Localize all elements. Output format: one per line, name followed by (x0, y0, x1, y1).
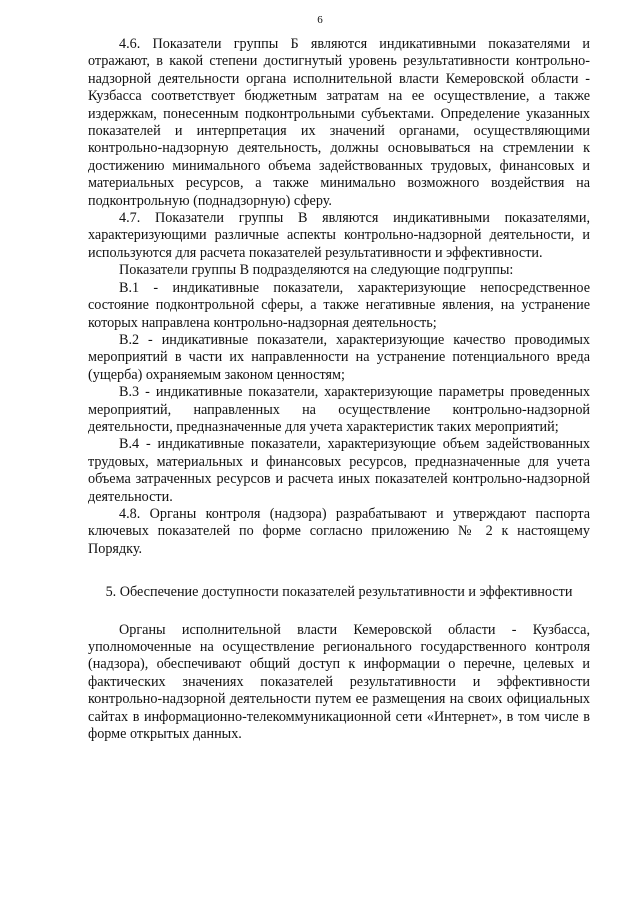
document-body (88, 36, 590, 743)
paragraph-v3: В.3 - индикативные показатели, характеризующие параметры проведенных мероприятий, направленных на осуществление контрольно-надзорной деятельности, предназначенные для учета характеристик таких мероприятий; (88, 384, 590, 435)
section-5-paragraph: Органы исполнительной власти Кемеровской области - Кузбасса, уполномоченные на осуществление регионального государственного контроля (надзора), обеспечивают общий доступ к информации о перечне, целевых и фактических значениях показателей результативности и эффективности контрольно-надзорной деятельности путем ее размещения на своих официальных сайтах в информационно-телекоммуникационной сети «Интернет», в том числе в форме открытых данных. (88, 621, 590, 743)
paragraph-4-7: 4.7. Показатели группы В являются индикативными показателями, характеризующими различные аспекты контрольно-надзорной деятельности, и используются для расчета показателей результативности и эффективности. (88, 210, 590, 261)
section-heading: 5. Обеспечение доступности показателей результативности и эффективности (105, 584, 573, 601)
page-number: 6 (317, 14, 323, 26)
paragraph-subgroups-intro: Показатели группы В подразделяются на следующие подгруппы: (119, 262, 514, 279)
paragraph-4-6: 4.6. Показатели группы Б являются индикативными показателями и отражают, в какой степени достигнутый уровень результативности контрольно-надзорной деятельности органа исполнительной власти Кемеровской области - Кузбасса соответствует бюджетным затратам на ее осуществление, а также издержкам, понесенным подконтрольными субъектами. Определение указанных показателей и интерпретация их значений органами, осуществляющими контрольно-надзорную деятельность, должны основываться на стремлении к достижению минимального объема задействованных трудовых, финансовых и материальных ресурсов, а также минимально возможного воздействия на подконтрольную (поднадзорную) сферу. (88, 36, 590, 209)
paragraph-v1: В.1 - индикативные показатели, характеризующие непосредственное состояние подконтрольной сферы, а также негативные явления, на устранение которых направлена контрольно-надзорная деятельность; (88, 279, 590, 331)
paragraph-v4: В.4 - индикативные показатели, характеризующие объем задействованных трудовых, материальных и финансовых ресурсов, предназначенные для учета объема затраченных ресурсов и расчета иных показателей контрольно-надзорной деятельности. (88, 436, 590, 505)
paragraph-v2: В.2 - индикативные показатели, характеризующие качество проводимых мероприятий в части их направленности на устранение потенциального вреда (ущерба) охраняемым законом ценностям; (88, 331, 590, 383)
paragraph-4-8: 4.8. Органы контроля (надзора) разрабатывают и утверждают паспорта ключевых показателей по форме согласно приложению № 2 к настоящему Порядку. (88, 505, 590, 557)
